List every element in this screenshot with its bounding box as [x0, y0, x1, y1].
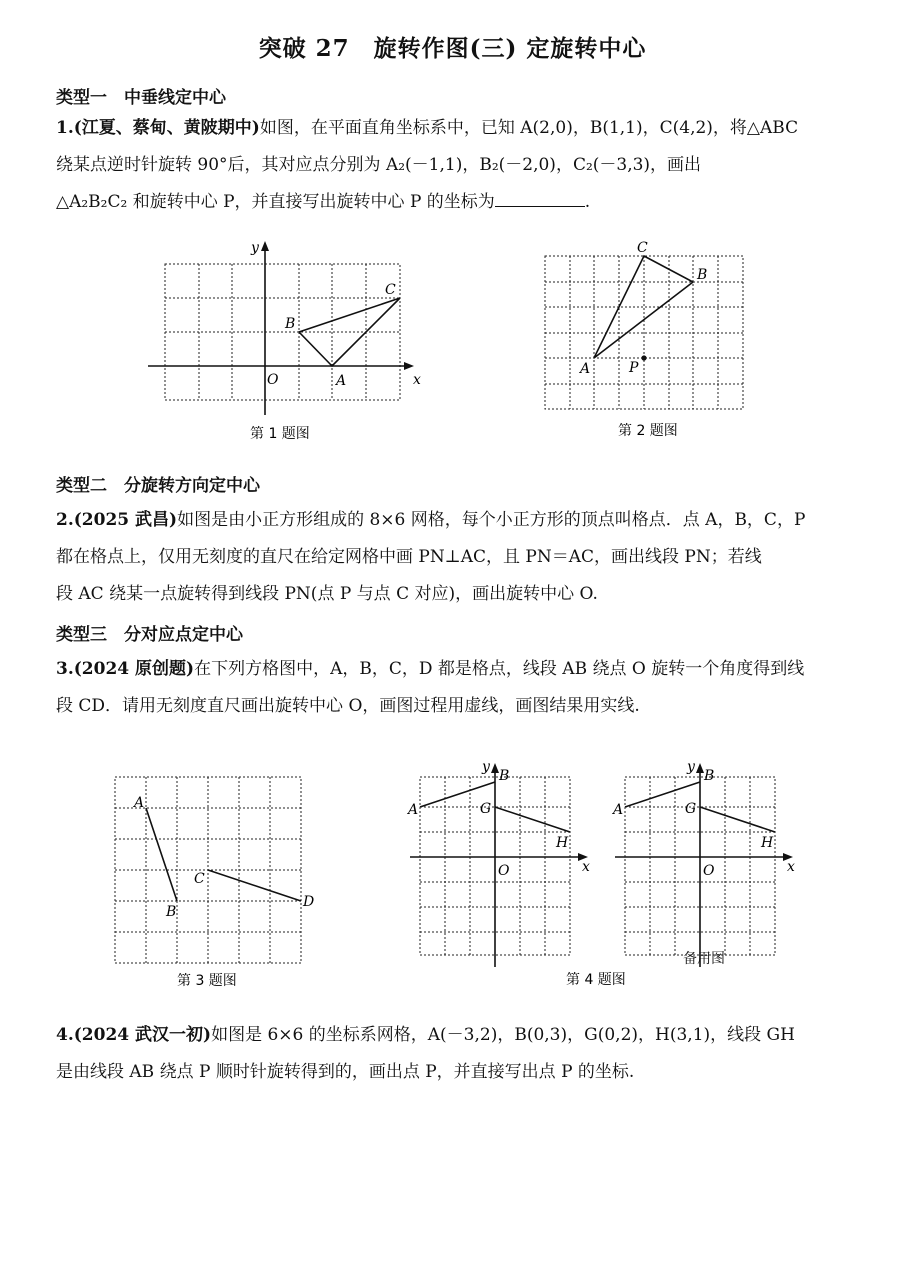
problem-2	[56, 502, 856, 613]
point-b-label: B	[285, 316, 296, 332]
point-c-label: C	[385, 282, 396, 298]
problem-1-line-1: 1.(江夏、蔡甸、黄陂期中)如图，在平面直角坐标系中，已知 A(2,0)，B(1,1)，C(4,2)，将△ABC	[56, 118, 799, 138]
problem-3-line-2: 段 CD．请用无刻度直尺画出旋转中心 O，画图过程用虚线，画图结果用实线.	[56, 696, 640, 716]
y-label: y	[482, 759, 490, 775]
figure-5-caption: 备用图	[683, 951, 725, 967]
point-g-label: G	[480, 801, 492, 817]
point-a-label: A	[134, 795, 145, 811]
figure-2-grid	[545, 256, 743, 409]
point-b-label: B	[704, 768, 715, 784]
problem-1-line-3: △A₂B₂C₂ 和旋转中心 P，并直接写出旋转中心 P 的坐标为 .	[56, 192, 591, 212]
y-axis-arrow	[261, 241, 269, 251]
figure-5	[605, 755, 805, 970]
figure-2	[530, 235, 760, 450]
x-label: x	[787, 859, 795, 875]
point-c-label: C	[194, 871, 205, 887]
problem-2-line-3: 段 AC 绕某一点旋转得到线段 PN(点 P 与点 C 对应)，画出旋转中心 O.	[56, 584, 598, 604]
point-b-label: B	[499, 768, 510, 784]
y-label: y	[687, 759, 695, 775]
y-axis-arrow	[491, 763, 499, 773]
point-h-label: H	[556, 835, 569, 851]
problem-3	[56, 651, 856, 725]
point-g-label: G	[685, 801, 697, 817]
section-heading-3: 类型三 分对应点定中心	[56, 625, 243, 645]
origin-label: O	[703, 863, 715, 879]
problem-2-line-2: 都在格点上，仅用无刻度的直尺在给定网格中画 PN⊥AC，且 PN＝AC，画出线段 PN；若线	[56, 547, 762, 567]
point-a-label: A	[408, 802, 419, 818]
x-label: x	[413, 372, 421, 388]
problem-1	[56, 110, 856, 221]
point-d-label: D	[303, 894, 315, 910]
y-label: y	[251, 240, 259, 256]
problem-1-line-2: 绕某点逆时针旋转 90°后，其对应点分别为 A₂(－1,1)，B₂(－2,0)，C₂(－3,3)，画出	[56, 155, 702, 175]
origin-label: O	[498, 863, 510, 879]
point-c-label: C	[637, 240, 648, 256]
figure-1-caption: 第 1 题图	[250, 426, 310, 442]
point-h-label: H	[761, 835, 774, 851]
problem-4-line-2: 是由线段 AB 绕点 P 顺时针旋转得到的，画出点 P，并直接写出点 P 的坐标.	[56, 1062, 635, 1082]
point-b-label: B	[166, 904, 177, 920]
page-title: 突破 27 旋转作图(三) 定旋转中心	[258, 35, 647, 62]
point-p-label: P	[629, 360, 639, 376]
figure-3-caption: 第 3 题图	[177, 973, 237, 989]
figure-1-grid	[165, 264, 400, 400]
point-b-label: B	[697, 267, 708, 283]
section-heading-1: 类型一 中垂线定中心	[56, 88, 226, 108]
figure-3	[105, 765, 335, 995]
figure-4-caption: 第 4 题图	[566, 972, 626, 988]
x-label: x	[582, 859, 590, 875]
figure-4	[400, 755, 626, 995]
x-axis-arrow	[404, 362, 414, 370]
segment-gh	[700, 807, 775, 832]
segment-cd	[208, 870, 301, 901]
problem-3-line-1: 3.(2024 原创题)在下列方格图中，A，B，C，D 都是格点，线段 AB 绕点 O 旋转一个角度得到线	[56, 659, 805, 679]
point-p	[641, 355, 646, 360]
section-heading-2: 类型二 分旋转方向定中心	[56, 476, 260, 496]
origin-label: O	[267, 372, 279, 388]
figure-1	[140, 235, 430, 450]
problem-4-line-1: 4.(2024 武汉一初)如图是 6×6 的坐标系网格，A(－3,2)，B(0,3)，G(0,2)，H(3,1)，线段 GH	[56, 1025, 795, 1045]
figure-2-caption: 第 2 题图	[618, 423, 678, 439]
y-axis-arrow	[696, 763, 704, 773]
segment-gh	[495, 807, 570, 832]
problem-4	[56, 1017, 856, 1091]
segment-ab	[146, 808, 177, 901]
point-a-label: A	[336, 373, 347, 389]
answer-blank[interactable]	[495, 205, 585, 207]
point-a-label: A	[613, 802, 624, 818]
point-a-label: A	[580, 361, 591, 377]
problem-2-line-1: 2.(2025 武昌)如图是由小正方形组成的 8×6 网格，每个小正方形的顶点叫格点．点 A，B，C，P	[56, 510, 806, 530]
